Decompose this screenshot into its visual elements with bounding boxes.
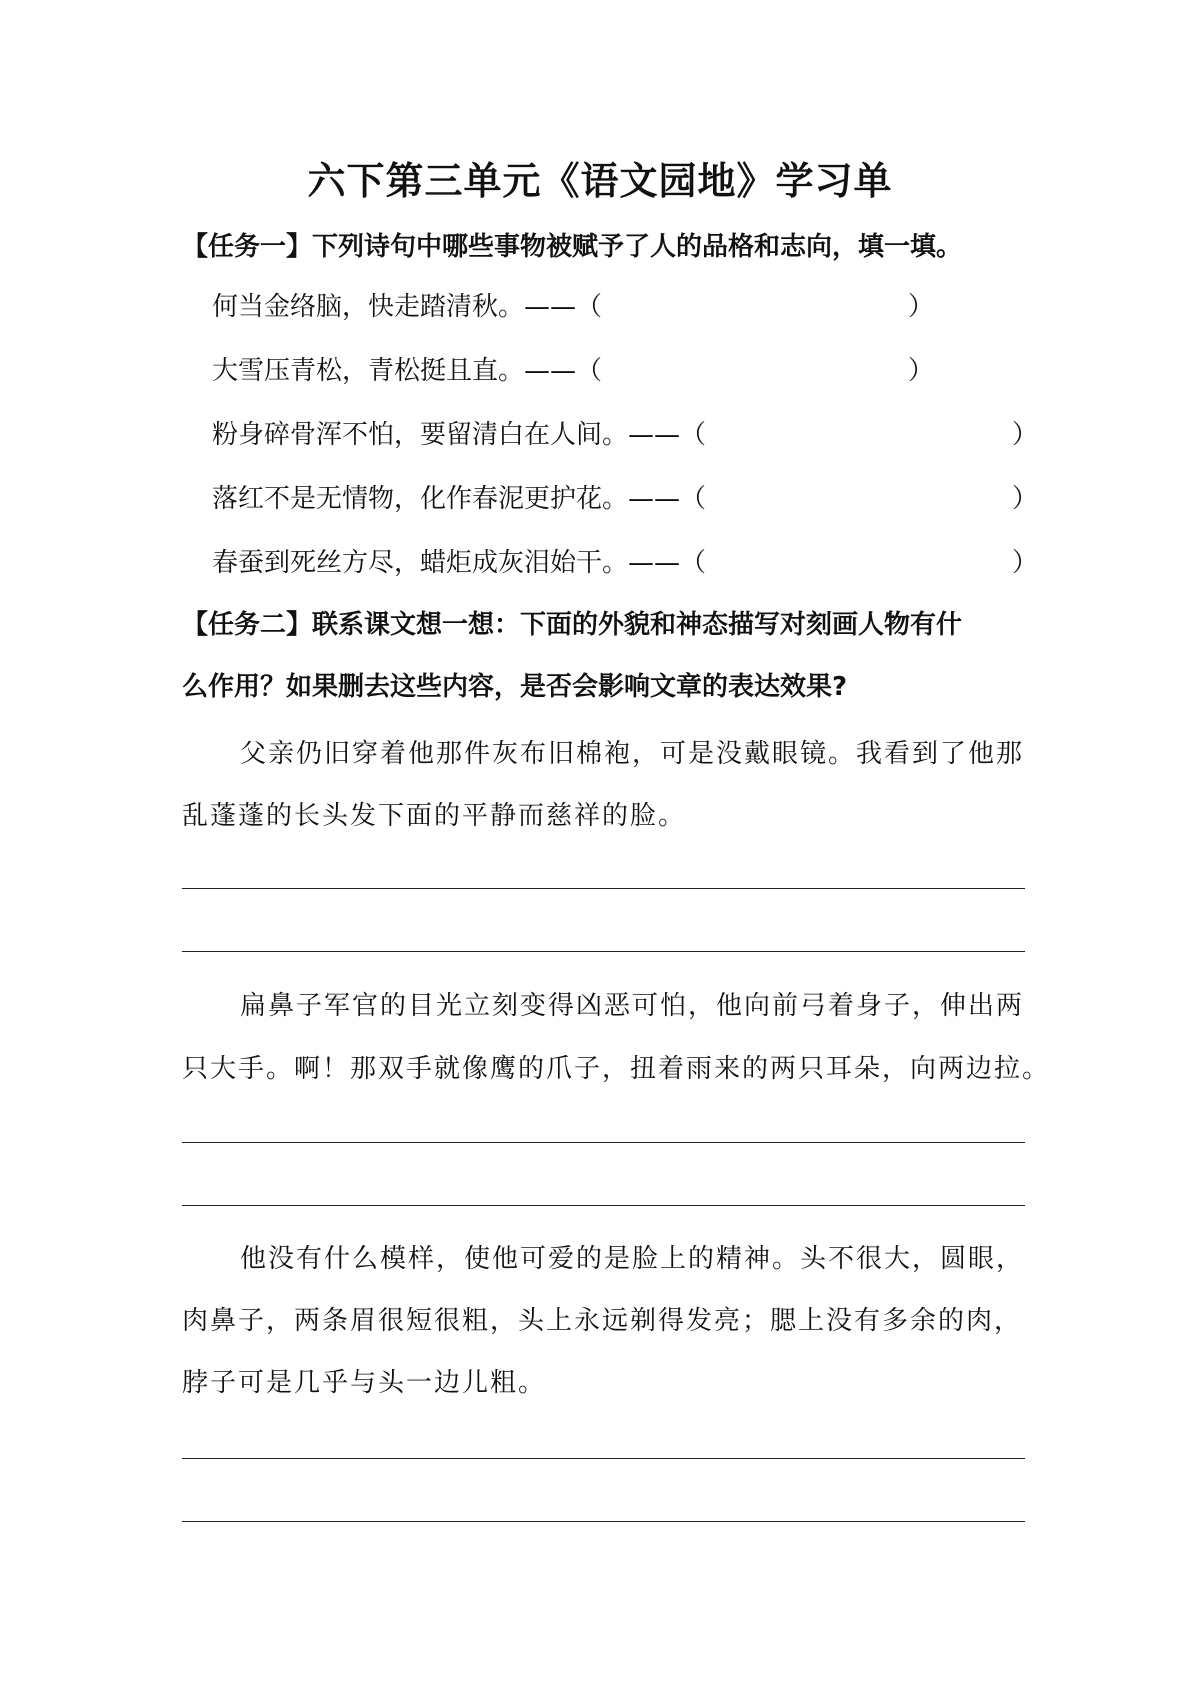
- poem-line-2: 大雪压青松，青松挺且直。——（: [212, 356, 603, 386]
- passage2-line1: 扁鼻子军官的目光立刻变得凶恶可怕，他向前弓着身子，伸出两: [240, 991, 1025, 1021]
- passage3-line2: 肉鼻子，两条眉很短很粗，头上永远剃得发亮；腮上没有多余的肉，: [182, 1306, 1023, 1336]
- task2-heading-line2: 么作用？如果删去这些内容，是否会影响文章的表达效果?: [182, 672, 848, 702]
- answer-line[interactable]: [182, 1205, 1025, 1206]
- poem-line-5: 春蚕到死丝方尽，蜡炬成灰泪始干。——（: [212, 548, 707, 578]
- poem-line-4-close: ）: [1012, 484, 1039, 514]
- poem-line-1-close: ）: [908, 292, 935, 322]
- passage3-line1: 他没有什么模样，使他可爱的是脸上的精神。头不很大，圆眼，: [240, 1244, 1025, 1274]
- task1-heading: 【任务一】下列诗句中哪些事物被赋予了人的品格和志向，填一填。: [182, 232, 963, 262]
- answer-line[interactable]: [182, 1458, 1025, 1459]
- answer-line[interactable]: [182, 1521, 1025, 1522]
- poem-line-2-close: ）: [908, 356, 935, 386]
- passage3-line3: 脖子可是几乎与头一边儿粗。: [182, 1368, 547, 1398]
- answer-line[interactable]: [182, 1142, 1025, 1143]
- poem-line-3-close: ）: [1012, 420, 1039, 450]
- passage1-line1: 父亲仍旧穿着他那件灰布旧棉袍，可是没戴眼镜。我看到了他那: [240, 739, 1025, 769]
- answer-line[interactable]: [182, 951, 1025, 952]
- poem-line-4: 落红不是无情物，化作春泥更护花。——（: [212, 484, 707, 514]
- passage1-line2: 乱蓬蓬的长头发下面的平静而慈祥的脸。: [182, 801, 687, 831]
- poem-line-5-close: ）: [1012, 548, 1039, 578]
- answer-line[interactable]: [182, 888, 1025, 889]
- page-title: 六下第三单元《语文园地》学习单: [307, 159, 893, 203]
- poem-line-3: 粉身碎骨浑不怕，要留清白在人间。——（: [212, 420, 707, 450]
- poem-line-1: 何当金络脑，快走踏清秋。——（: [212, 292, 603, 322]
- task2-heading-line1: 【任务二】联系课文想一想：下面的外貌和神态描写对刻画人物有什: [182, 610, 963, 640]
- passage2-line2: 只大手。啊！那双手就像鹰的爪子，扭着雨来的两只耳朵，向两边拉。: [182, 1054, 1051, 1084]
